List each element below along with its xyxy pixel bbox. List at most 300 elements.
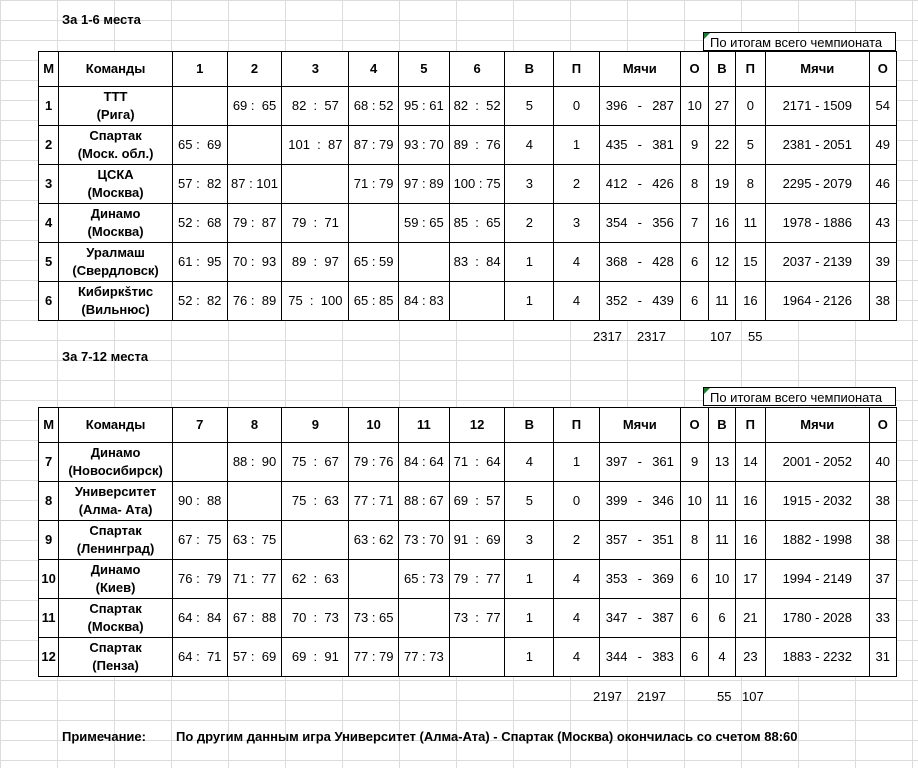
balls-cell bbox=[599, 243, 680, 282]
header-col-6: 6 bbox=[449, 52, 505, 87]
team-name: Динамо bbox=[90, 206, 141, 221]
season-balls-cell: 1780 - 2028 bbox=[766, 599, 869, 638]
season-balls-cell: 1964 - 2126 bbox=[766, 282, 869, 321]
score-cell bbox=[449, 638, 505, 677]
losses-cell: 0 bbox=[554, 482, 600, 521]
top-section-title: За 1-6 места bbox=[62, 12, 141, 27]
score-cell: 64 : 71 bbox=[172, 638, 227, 677]
balls-against: 426 bbox=[652, 176, 674, 191]
table-row bbox=[39, 443, 897, 482]
season-wins-cell: 11 bbox=[709, 482, 735, 521]
table-row bbox=[39, 126, 897, 165]
score-cell bbox=[227, 126, 282, 165]
balls-against: 428 bbox=[652, 254, 674, 269]
header-season-losses: П bbox=[735, 52, 765, 87]
balls-against: 351 bbox=[652, 532, 674, 547]
season-balls-cell: 2171 - 1509 bbox=[766, 87, 869, 126]
balls-dash: - bbox=[637, 571, 642, 586]
team-cell bbox=[59, 204, 173, 243]
header-col-11: 11 bbox=[399, 408, 450, 443]
header-col-7: 7 bbox=[172, 408, 227, 443]
note-label: Примечание: bbox=[62, 729, 146, 744]
balls-values bbox=[600, 453, 680, 471]
bottom-section-title: За 7-12 места bbox=[62, 349, 149, 364]
score-cell: 87 : 79 bbox=[349, 126, 399, 165]
season-balls-cell: 1994 - 2149 bbox=[766, 560, 869, 599]
season-balls-cell: 2037 - 2139 bbox=[766, 243, 869, 282]
season-balls-cell: 1883 - 2232 bbox=[766, 638, 869, 677]
score-cell: 87 : 101 bbox=[227, 165, 282, 204]
balls-cell bbox=[599, 521, 680, 560]
score-cell: 76 : 79 bbox=[172, 560, 227, 599]
score-cell: 64 : 84 bbox=[172, 599, 227, 638]
table-row bbox=[39, 282, 897, 321]
header-teams: Команды bbox=[59, 52, 173, 87]
balls-for: 435 bbox=[605, 137, 628, 152]
score-cell bbox=[399, 599, 450, 638]
points-cell: 8 bbox=[680, 521, 708, 560]
team-city: (Вильнюс) bbox=[81, 302, 150, 317]
header-wins: В bbox=[505, 52, 554, 87]
team-city: (Свердловск) bbox=[72, 263, 159, 278]
losses-cell: 1 bbox=[554, 126, 600, 165]
team-cell bbox=[59, 443, 173, 482]
score-cell: 77 : 71 bbox=[349, 482, 399, 521]
table-row bbox=[39, 87, 897, 126]
season-points-cell: 49 bbox=[869, 126, 897, 165]
score-cell: 91 : 69 bbox=[449, 521, 505, 560]
season-wins-cell: 11 bbox=[709, 282, 735, 321]
table-row bbox=[39, 521, 897, 560]
score-cell: 76 : 89 bbox=[227, 282, 282, 321]
balls-cell bbox=[599, 482, 680, 521]
team-city: (Москва) bbox=[87, 185, 144, 200]
team-name: Спартак bbox=[89, 523, 142, 538]
season-wins-cell: 12 bbox=[709, 243, 735, 282]
score-cell: 88 : 90 bbox=[227, 443, 282, 482]
team-cell bbox=[59, 638, 173, 677]
place-cell: 12 bbox=[39, 638, 59, 677]
score-cell: 59 : 65 bbox=[399, 204, 450, 243]
score-cell bbox=[449, 282, 505, 321]
header-season-wins: В bbox=[709, 408, 735, 443]
balls-values bbox=[600, 609, 680, 627]
balls-dash: - bbox=[637, 215, 642, 230]
season-points-cell: 40 bbox=[869, 443, 897, 482]
balls-for: 399 bbox=[605, 493, 628, 508]
balls-for: 347 bbox=[605, 610, 628, 625]
score-cell: 65 : 69 bbox=[172, 126, 227, 165]
score-cell: 83 : 84 bbox=[449, 243, 505, 282]
losses-cell: 4 bbox=[554, 599, 600, 638]
total-season-losses: 107 bbox=[742, 689, 764, 704]
losses-cell: 4 bbox=[554, 243, 600, 282]
score-cell: 89 : 97 bbox=[282, 243, 349, 282]
balls-for: 368 bbox=[605, 254, 628, 269]
score-cell: 62 : 63 bbox=[282, 560, 349, 599]
total-season-wins: 55 bbox=[717, 689, 732, 704]
losses-cell: 3 bbox=[554, 204, 600, 243]
top-season-label: По итогам всего чемпионата bbox=[703, 32, 896, 51]
balls-cell bbox=[599, 204, 680, 243]
season-losses-cell: 21 bbox=[735, 599, 765, 638]
wins-cell: 1 bbox=[505, 599, 554, 638]
balls-dash: - bbox=[637, 454, 642, 469]
losses-cell: 4 bbox=[554, 560, 600, 599]
header-col-4: 4 bbox=[349, 52, 399, 87]
score-cell bbox=[349, 560, 399, 599]
header-points: О bbox=[680, 52, 708, 87]
score-cell: 71 : 64 bbox=[449, 443, 505, 482]
balls-against: 287 bbox=[652, 98, 674, 113]
header-losses: П bbox=[554, 408, 600, 443]
header-col-12: 12 bbox=[449, 408, 505, 443]
balls-values bbox=[600, 648, 680, 666]
score-cell: 67 : 88 bbox=[227, 599, 282, 638]
score-cell: 79 : 71 bbox=[282, 204, 349, 243]
team-cell bbox=[59, 482, 173, 521]
score-cell: 97 : 89 bbox=[399, 165, 450, 204]
season-balls-cell: 2001 - 2052 bbox=[766, 443, 869, 482]
place-cell: 3 bbox=[39, 165, 59, 204]
season-losses-cell: 14 bbox=[735, 443, 765, 482]
team-cell bbox=[59, 243, 173, 282]
season-wins-cell: 22 bbox=[709, 126, 735, 165]
place-cell: 6 bbox=[39, 282, 59, 321]
team-city: (Москва) bbox=[87, 224, 144, 239]
losses-cell: 1 bbox=[554, 443, 600, 482]
wins-cell: 3 bbox=[505, 165, 554, 204]
score-cell: 90 : 88 bbox=[172, 482, 227, 521]
score-cell: 95 : 61 bbox=[399, 87, 450, 126]
balls-cell bbox=[599, 87, 680, 126]
header-wins: В bbox=[505, 408, 554, 443]
points-cell: 6 bbox=[680, 560, 708, 599]
header-season-points: О bbox=[869, 408, 897, 443]
total-season-wins: 107 bbox=[710, 329, 732, 344]
balls-dash: - bbox=[637, 98, 642, 113]
balls-cell bbox=[599, 638, 680, 677]
season-losses-cell: 11 bbox=[735, 204, 765, 243]
header-col-5: 5 bbox=[399, 52, 450, 87]
balls-values bbox=[600, 97, 680, 115]
season-points-cell: 46 bbox=[869, 165, 897, 204]
score-cell bbox=[399, 243, 450, 282]
team-name: ЦСКА bbox=[97, 167, 134, 182]
points-cell: 10 bbox=[680, 87, 708, 126]
bottom-standings-table bbox=[38, 407, 897, 677]
season-points-cell: 33 bbox=[869, 599, 897, 638]
season-losses-cell: 17 bbox=[735, 560, 765, 599]
wins-cell: 4 bbox=[505, 126, 554, 165]
table-header-row bbox=[39, 52, 897, 87]
wins-cell: 4 bbox=[505, 443, 554, 482]
balls-for: 397 bbox=[605, 454, 628, 469]
table-row bbox=[39, 243, 897, 282]
table-row bbox=[39, 482, 897, 521]
balls-for: 352 bbox=[605, 293, 628, 308]
header-season-losses: П bbox=[735, 408, 765, 443]
wins-cell: 1 bbox=[505, 560, 554, 599]
score-cell: 84 : 64 bbox=[399, 443, 450, 482]
score-cell: 57 : 82 bbox=[172, 165, 227, 204]
team-name: Спартак bbox=[89, 128, 142, 143]
points-cell: 6 bbox=[680, 243, 708, 282]
score-cell: 69 : 65 bbox=[227, 87, 282, 126]
wins-cell: 3 bbox=[505, 521, 554, 560]
score-cell: 73 : 70 bbox=[399, 521, 450, 560]
points-cell: 9 bbox=[680, 126, 708, 165]
season-losses-cell: 16 bbox=[735, 282, 765, 321]
score-cell: 77 : 79 bbox=[349, 638, 399, 677]
place-cell: 7 bbox=[39, 443, 59, 482]
season-losses-cell: 23 bbox=[735, 638, 765, 677]
header-col-10: 10 bbox=[349, 408, 399, 443]
place-cell: 9 bbox=[39, 521, 59, 560]
header-points: О bbox=[680, 408, 708, 443]
balls-dash: - bbox=[637, 137, 642, 152]
total-season-losses: 55 bbox=[748, 329, 763, 344]
points-cell: 7 bbox=[680, 204, 708, 243]
balls-against: 381 bbox=[652, 137, 674, 152]
header-col-2: 2 bbox=[227, 52, 282, 87]
balls-values bbox=[600, 531, 680, 549]
season-wins-cell: 10 bbox=[709, 560, 735, 599]
header-col-3: 3 bbox=[282, 52, 349, 87]
score-cell: 79 : 87 bbox=[227, 204, 282, 243]
season-balls-cell: 1882 - 1998 bbox=[766, 521, 869, 560]
balls-for: 396 bbox=[605, 98, 628, 113]
team-city: (Ленинград) bbox=[76, 541, 155, 556]
score-cell: 93 : 70 bbox=[399, 126, 450, 165]
season-wins-cell: 6 bbox=[709, 599, 735, 638]
team-city: (Рига) bbox=[96, 107, 135, 122]
losses-cell: 2 bbox=[554, 521, 600, 560]
season-wins-cell: 19 bbox=[709, 165, 735, 204]
score-cell: 65 : 59 bbox=[349, 243, 399, 282]
points-cell: 10 bbox=[680, 482, 708, 521]
score-cell: 77 : 73 bbox=[399, 638, 450, 677]
balls-values bbox=[600, 570, 680, 588]
balls-values bbox=[600, 175, 680, 193]
team-cell bbox=[59, 282, 173, 321]
team-city: (Новосибирск) bbox=[68, 463, 163, 478]
header-place: М bbox=[39, 408, 59, 443]
points-cell: 6 bbox=[680, 638, 708, 677]
score-cell: 63 : 75 bbox=[227, 521, 282, 560]
season-points-cell: 43 bbox=[869, 204, 897, 243]
score-cell: 70 : 93 bbox=[227, 243, 282, 282]
score-cell bbox=[282, 165, 349, 204]
header-col-8: 8 bbox=[227, 408, 282, 443]
score-cell: 65 : 85 bbox=[349, 282, 399, 321]
header-season-points: О bbox=[869, 52, 897, 87]
score-cell: 100 : 75 bbox=[449, 165, 505, 204]
losses-cell: 2 bbox=[554, 165, 600, 204]
total-balls-against: 2197 bbox=[637, 689, 666, 704]
balls-cell bbox=[599, 126, 680, 165]
season-points-cell: 31 bbox=[869, 638, 897, 677]
wins-cell: 2 bbox=[505, 204, 554, 243]
team-cell bbox=[59, 126, 173, 165]
points-cell: 6 bbox=[680, 599, 708, 638]
score-cell: 52 : 82 bbox=[172, 282, 227, 321]
season-losses-cell: 16 bbox=[735, 521, 765, 560]
balls-dash: - bbox=[637, 493, 642, 508]
score-cell: 67 : 75 bbox=[172, 521, 227, 560]
team-city: (Алма- Ата) bbox=[78, 502, 153, 517]
balls-for: 344 bbox=[605, 649, 628, 664]
wins-cell: 1 bbox=[505, 243, 554, 282]
balls-against: 356 bbox=[652, 215, 674, 230]
season-wins-cell: 4 bbox=[709, 638, 735, 677]
season-balls-cell: 1915 - 2032 bbox=[766, 482, 869, 521]
season-wins-cell: 27 bbox=[709, 87, 735, 126]
score-cell: 69 : 91 bbox=[282, 638, 349, 677]
score-cell: 68 : 52 bbox=[349, 87, 399, 126]
score-cell: 69 : 57 bbox=[449, 482, 505, 521]
score-cell bbox=[172, 443, 227, 482]
score-cell: 82 : 57 bbox=[282, 87, 349, 126]
header-losses: П bbox=[554, 52, 600, 87]
header-season-balls: Мячи bbox=[766, 408, 869, 443]
score-cell: 75 : 100 bbox=[282, 282, 349, 321]
header-balls: Мячи bbox=[599, 408, 680, 443]
season-losses-cell: 15 bbox=[735, 243, 765, 282]
score-cell: 84 : 83 bbox=[399, 282, 450, 321]
balls-against: 383 bbox=[652, 649, 674, 664]
score-cell: 71 : 77 bbox=[227, 560, 282, 599]
team-name: Уралмаш bbox=[86, 245, 145, 260]
score-cell: 73 : 65 bbox=[349, 599, 399, 638]
season-losses-cell: 5 bbox=[735, 126, 765, 165]
header-teams: Команды bbox=[59, 408, 173, 443]
balls-values bbox=[600, 214, 680, 232]
score-cell: 82 : 52 bbox=[449, 87, 505, 126]
score-cell: 88 : 67 bbox=[399, 482, 450, 521]
score-cell: 79 : 76 bbox=[349, 443, 399, 482]
season-points-cell: 38 bbox=[869, 282, 897, 321]
wins-cell: 1 bbox=[505, 638, 554, 677]
season-balls-cell: 2295 - 2079 bbox=[766, 165, 869, 204]
wins-cell: 5 bbox=[505, 87, 554, 126]
season-balls-cell: 1978 - 1886 bbox=[766, 204, 869, 243]
losses-cell: 4 bbox=[554, 638, 600, 677]
team-name: Спартак bbox=[89, 640, 142, 655]
team-name: Спартак bbox=[89, 601, 142, 616]
season-losses-cell: 8 bbox=[735, 165, 765, 204]
score-cell: 73 : 77 bbox=[449, 599, 505, 638]
balls-against: 361 bbox=[652, 454, 674, 469]
place-cell: 10 bbox=[39, 560, 59, 599]
score-cell: 85 : 65 bbox=[449, 204, 505, 243]
team-name: Динамо bbox=[90, 562, 141, 577]
season-points-cell: 39 bbox=[869, 243, 897, 282]
header-col-9: 9 bbox=[282, 408, 349, 443]
score-cell bbox=[172, 87, 227, 126]
place-cell: 4 bbox=[39, 204, 59, 243]
header-season-wins: В bbox=[709, 52, 735, 87]
bottom-season-label: По итогам всего чемпионата bbox=[703, 387, 896, 406]
balls-cell bbox=[599, 599, 680, 638]
table-row bbox=[39, 599, 897, 638]
place-cell: 11 bbox=[39, 599, 59, 638]
points-cell: 9 bbox=[680, 443, 708, 482]
team-cell bbox=[59, 87, 173, 126]
score-cell bbox=[227, 482, 282, 521]
team-cell bbox=[59, 165, 173, 204]
balls-dash: - bbox=[637, 254, 642, 269]
balls-for: 354 bbox=[605, 215, 628, 230]
team-cell bbox=[59, 521, 173, 560]
score-cell: 70 : 73 bbox=[282, 599, 349, 638]
balls-cell bbox=[599, 443, 680, 482]
season-points-cell: 38 bbox=[869, 482, 897, 521]
team-cell bbox=[59, 599, 173, 638]
team-city: (Киев) bbox=[95, 580, 136, 595]
balls-against: 439 bbox=[652, 293, 674, 308]
header-place: М bbox=[39, 52, 59, 87]
score-cell: 101 : 87 bbox=[282, 126, 349, 165]
table-row bbox=[39, 560, 897, 599]
score-cell: 75 : 63 bbox=[282, 482, 349, 521]
balls-cell bbox=[599, 282, 680, 321]
total-balls-against: 2317 bbox=[637, 329, 666, 344]
balls-for: 412 bbox=[605, 176, 628, 191]
header-season-balls: Мячи bbox=[766, 52, 869, 87]
balls-against: 346 bbox=[652, 493, 674, 508]
balls-dash: - bbox=[637, 649, 642, 664]
team-name: Университет bbox=[74, 484, 157, 499]
balls-values bbox=[600, 253, 680, 271]
team-name: Кибиркšтис bbox=[77, 284, 154, 299]
season-points-cell: 54 bbox=[869, 87, 897, 126]
balls-values bbox=[600, 292, 680, 310]
team-city: (Москва) bbox=[87, 619, 144, 634]
season-losses-cell: 0 bbox=[735, 87, 765, 126]
team-city: (Пенза) bbox=[92, 658, 139, 673]
balls-against: 369 bbox=[652, 571, 674, 586]
team-name: Динамо bbox=[90, 445, 141, 460]
header-col-1: 1 bbox=[172, 52, 227, 87]
points-cell: 6 bbox=[680, 282, 708, 321]
top-standings-table bbox=[38, 51, 897, 321]
wins-cell: 1 bbox=[505, 282, 554, 321]
season-points-cell: 38 bbox=[869, 521, 897, 560]
score-cell: 63 : 62 bbox=[349, 521, 399, 560]
place-cell: 8 bbox=[39, 482, 59, 521]
balls-dash: - bbox=[637, 293, 642, 308]
score-cell bbox=[282, 521, 349, 560]
balls-cell bbox=[599, 560, 680, 599]
place-cell: 2 bbox=[39, 126, 59, 165]
team-city: (Моск. обл.) bbox=[77, 146, 154, 161]
balls-cell bbox=[599, 165, 680, 204]
score-cell bbox=[349, 204, 399, 243]
season-wins-cell: 16 bbox=[709, 204, 735, 243]
table-row bbox=[39, 165, 897, 204]
table-header-row bbox=[39, 408, 897, 443]
score-cell: 57 : 69 bbox=[227, 638, 282, 677]
team-name: ТТТ bbox=[103, 89, 128, 104]
score-cell: 61 : 95 bbox=[172, 243, 227, 282]
score-cell: 79 : 77 bbox=[449, 560, 505, 599]
points-cell: 8 bbox=[680, 165, 708, 204]
season-balls-cell: 2381 - 2051 bbox=[766, 126, 869, 165]
score-cell: 52 : 68 bbox=[172, 204, 227, 243]
header-balls: Мячи bbox=[599, 52, 680, 87]
note-text: По другим данным игра Университет (Алма-Ата) - Спартак (Москва) окончилась со счетом 88:60 bbox=[176, 729, 798, 744]
